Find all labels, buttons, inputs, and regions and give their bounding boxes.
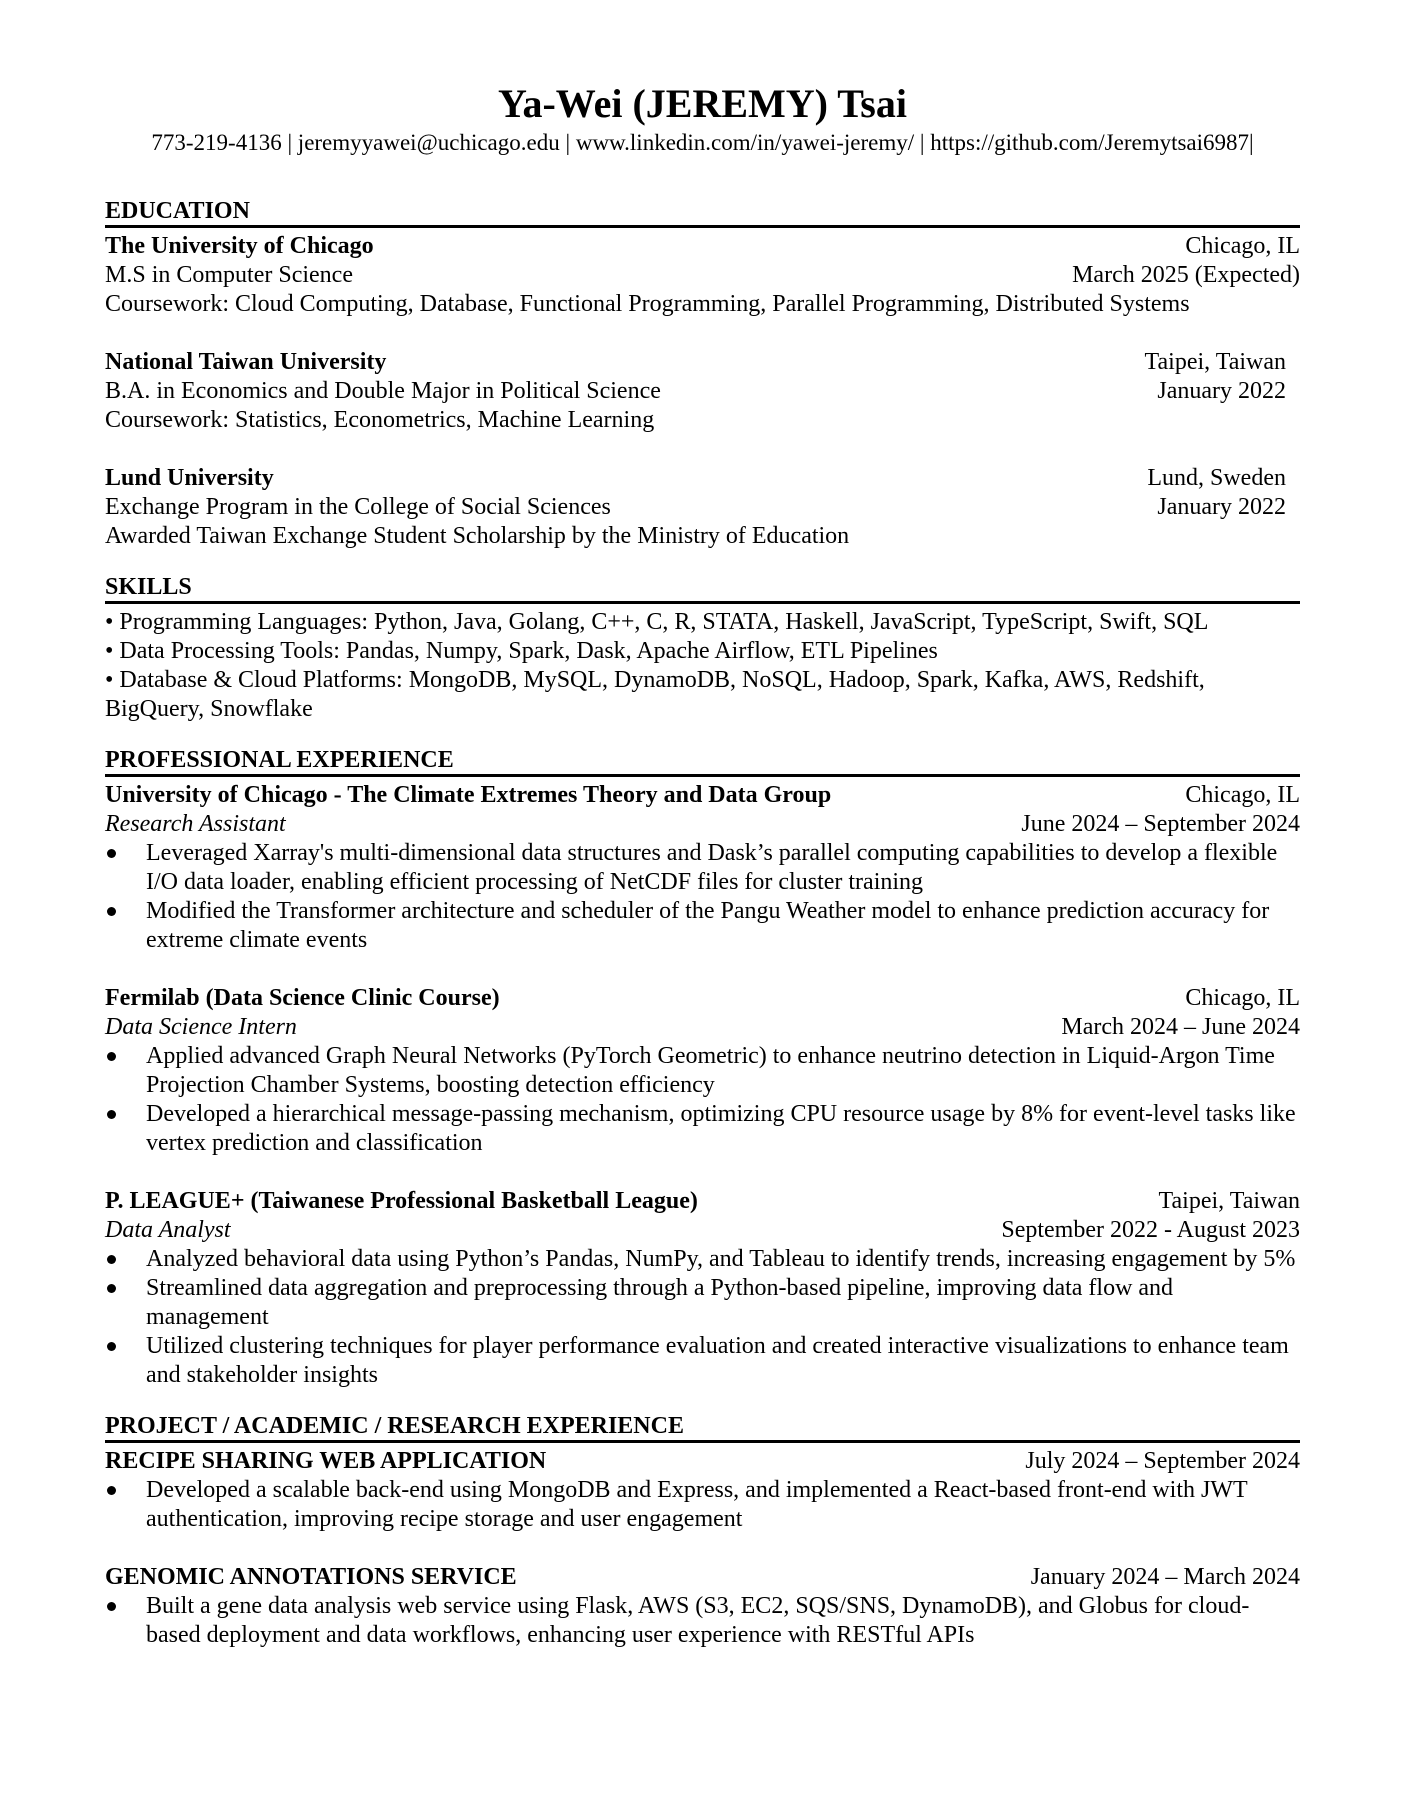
project-name: GENOMIC ANNOTATIONS SERVICE: [105, 1564, 517, 1590]
section-title-education: EDUCATION: [105, 197, 1300, 228]
degree: Exchange Program in the College of Social Sciences: [105, 494, 611, 520]
education-note: Coursework: Statistics, Econometrics, Machine Learning: [105, 407, 655, 433]
school-location: Taipei, Taiwan: [1144, 349, 1286, 375]
school-location: Lund, Sweden: [1147, 465, 1286, 491]
section-title-skills: SKILLS: [105, 573, 1300, 604]
skill-line: • Database & Cloud Platforms: MongoDB, MySQL, DynamoDB, NoSQL, Hadoop, Spark, Kafka, AWS, Redshift,: [105, 667, 1205, 693]
organization-name: P. LEAGUE+ (Taiwanese Professional Basketball League): [105, 1188, 698, 1214]
school-name: National Taiwan University: [105, 349, 387, 375]
skills-section: [105, 573, 1300, 724]
job-role: Data Analyst: [105, 1217, 231, 1243]
school-name: Lund University: [105, 465, 274, 491]
education-section: [105, 197, 1300, 551]
bullet-list: [105, 1245, 1300, 1390]
skill-line: • Programming Languages: Python, Java, Golang, C++, C, R, STATA, Haskell, JavaScript, TypeScript, Swift, SQL: [105, 609, 1209, 635]
project-date: January 2024 – March 2024: [1030, 1564, 1300, 1590]
organization-location: Chicago, IL: [1185, 782, 1300, 808]
experience-entry: [105, 1187, 1300, 1390]
education-entry: [105, 348, 1300, 435]
degree-date: March 2025 (Expected): [1072, 262, 1300, 288]
projects-section: [105, 1412, 1300, 1650]
education-entry: [105, 232, 1300, 319]
bullet-list: [105, 839, 1300, 955]
bullet-item: Streamlined data aggregation and preprocessing through a Python-based pipeline, improving data flow and management: [105, 1274, 1300, 1332]
bullet-list: [105, 1042, 1300, 1158]
organization-location: Taipei, Taiwan: [1158, 1188, 1300, 1214]
section-title-experience: PROFESSIONAL EXPERIENCE: [105, 746, 1300, 777]
education-note: Awarded Taiwan Exchange Student Scholarship by the Ministry of Education: [105, 523, 850, 549]
bullet-item: Developed a scalable back-end using MongoDB and Express, and implemented a React-based front-end with JWT authentication, improving recipe storage and user engagement: [105, 1476, 1300, 1534]
organization-location: Chicago, IL: [1185, 985, 1300, 1011]
education-entry: [105, 464, 1300, 551]
school-location: Chicago, IL: [1185, 233, 1300, 259]
project-entry: [105, 1447, 1300, 1534]
bullet-item: Modified the Transformer architecture and scheduler of the Pangu Weather model to enhance prediction accuracy for extreme climate events: [105, 897, 1300, 955]
bullet-item: Utilized clustering techniques for player performance evaluation and created interactive visualizations to enhance team and stakeholder insights: [105, 1332, 1300, 1390]
job-date: September 2022 - August 2023: [1001, 1217, 1300, 1243]
degree-date: January 2022: [1157, 378, 1286, 404]
organization-name: Fermilab (Data Science Clinic Course): [105, 985, 500, 1011]
job-role: Research Assistant: [105, 811, 286, 837]
bullet-item: Developed a hierarchical message-passing mechanism, optimizing CPU resource usage by 8% for event-level tasks like vertex prediction and classification: [105, 1100, 1300, 1158]
contact-line: 773-219-4136 | jeremyyawei@uchicago.edu | www.linkedin.com/in/yawei-jeremy/ | https://github.com/Jeremytsai6987|: [151, 130, 1254, 155]
skill-line: BigQuery, Snowflake: [105, 696, 313, 722]
experience-entry: [105, 781, 1300, 955]
bullet-list: [105, 1476, 1300, 1534]
section-title-projects: PROJECT / ACADEMIC / RESEARCH EXPERIENCE: [105, 1412, 1300, 1443]
school-name: The University of Chicago: [105, 233, 374, 259]
job-date: June 2024 – September 2024: [1021, 811, 1300, 837]
candidate-name: Ya-Wei (JEREMY) Tsai: [498, 81, 907, 126]
job-role: Data Science Intern: [105, 1014, 297, 1040]
bullet-item: Built a gene data analysis web service using Flask, AWS (S3, EC2, SQS/SNS, DynamoDB), and Globus for cloud-based deployment and data workflows, enhancing user experience with RESTful APIs: [105, 1592, 1300, 1650]
degree: M.S in Computer Science: [105, 262, 353, 288]
project-date: July 2024 – September 2024: [1025, 1448, 1300, 1474]
degree-date: January 2022: [1157, 494, 1286, 520]
organization-name: University of Chicago - The Climate Extremes Theory and Data Group: [105, 782, 832, 808]
bullet-item: Applied advanced Graph Neural Networks (PyTorch Geometric) to enhance neutrino detection in Liquid-Argon Time Projection Chamber Systems, boosting detection efficiency: [105, 1042, 1300, 1100]
bullet-list: [105, 1592, 1300, 1650]
experience-section: [105, 746, 1300, 1390]
job-date: March 2024 – June 2024: [1061, 1014, 1300, 1040]
bullet-item: Analyzed behavioral data using Python’s Pandas, NumPy, and Tableau to identify trends, increasing engagement by 5%: [105, 1245, 1300, 1274]
project-name: RECIPE SHARING WEB APPLICATION: [105, 1448, 547, 1474]
degree: B.A. in Economics and Double Major in Political Science: [105, 378, 661, 404]
experience-entry: [105, 984, 1300, 1158]
skill-line: • Data Processing Tools: Pandas, Numpy, Spark, Dask, Apache Airflow, ETL Pipelines: [105, 638, 938, 664]
bullet-item: Leveraged Xarray's multi-dimensional data structures and Dask’s parallel computing capabilities to develop a flexible I/O data loader, enabling efficient processing of NetCDF files for cluster training: [105, 839, 1300, 897]
project-entry: [105, 1563, 1300, 1650]
education-note: Coursework: Cloud Computing, Database, Functional Programming, Parallel Programming, Distributed Systems: [105, 291, 1190, 317]
